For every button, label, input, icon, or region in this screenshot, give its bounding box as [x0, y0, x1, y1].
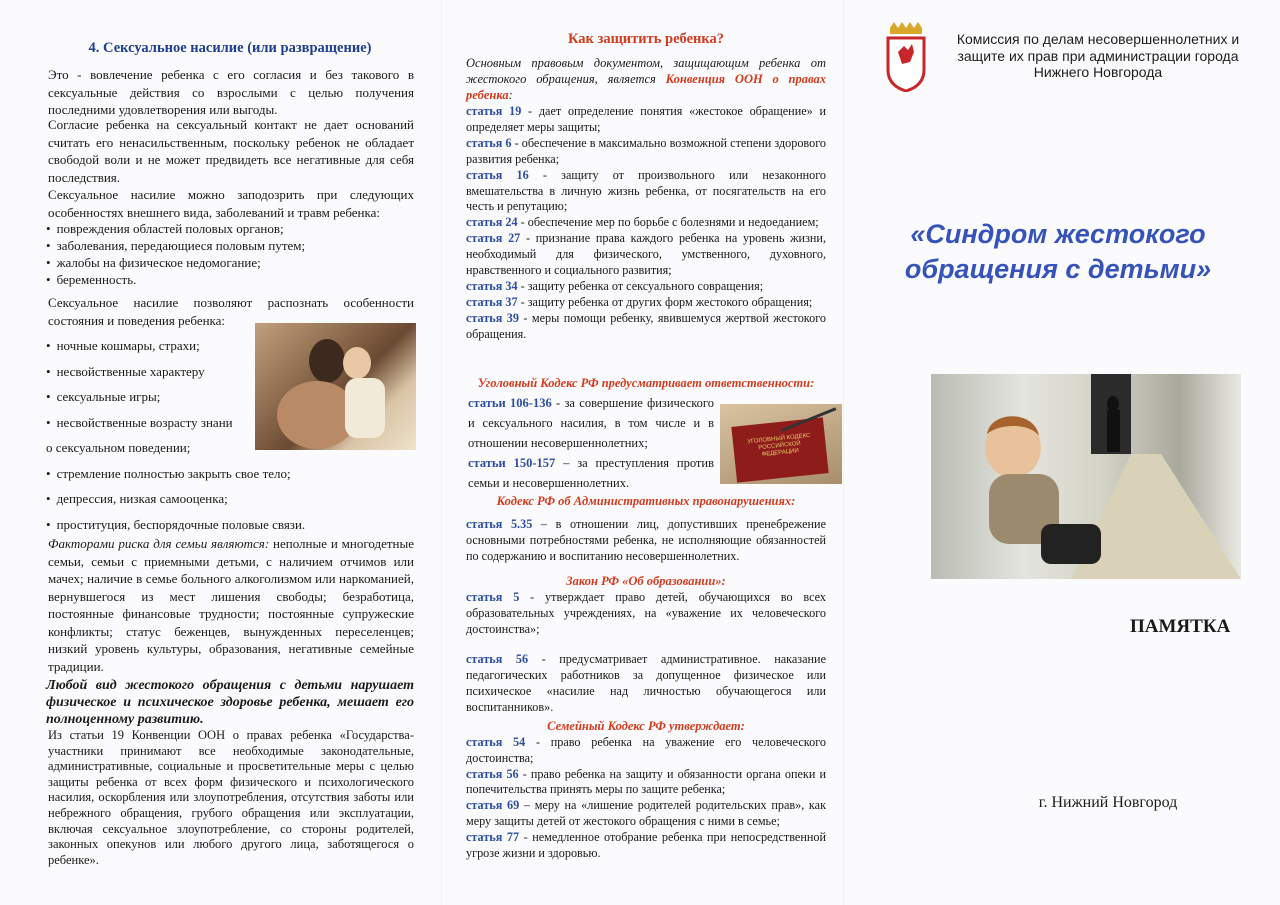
hugging-figures-image	[255, 323, 416, 450]
list-item: • повреждения областей половых органов;	[46, 220, 416, 237]
article-text: - утверждает право детей, обучающихся во всех образовательных учреждениях, на «уважение их человеческого достоинства»;	[466, 590, 826, 636]
coat-of-arms-icon	[884, 22, 928, 92]
middle-panel	[462, 0, 830, 905]
article-text: - за совершение физического и сексуального насилия, в том числе и в отношении несовершеннолетних;	[468, 396, 714, 450]
list-item-continued: о сексуальном поведении;	[46, 440, 191, 455]
article-item	[466, 168, 826, 216]
admin-code-heading: Кодекс РФ об Административных правонарушениях:	[496, 494, 796, 508]
risk-factors-label: Факторами риска для семьи являются:	[48, 536, 270, 551]
article-text: - право ребенка на уважение его человеческого достоинства;	[466, 735, 826, 765]
commission-name: Комиссия по делам несовершеннолетних и защите их прав при администрации города Нижнего Новгорода	[956, 31, 1240, 80]
list-item-continued	[46, 388, 246, 405]
criminal-code-heading: Уголовный Кодекс РФ предусматривает ответственности:	[477, 376, 815, 390]
signs-list	[46, 220, 416, 288]
article-item	[466, 830, 826, 862]
article-item	[466, 516, 826, 564]
list-item: • несвойственные характеру	[46, 363, 246, 380]
article-item	[468, 393, 714, 453]
book-cover	[731, 417, 828, 482]
education-articles	[466, 589, 826, 729]
convention-quote: Из статьи 19 Конвенции ООН о правах ребенка «Государства-участники принимают все необходимые законодательные, административные, социальные и просветительные меры с целью защиты ребенка от всех форм физического и психологического насилия, оскорбления или злоупотребления, отсутствия заботы или небрежного обращения, грубого обращения или эксплуатации, включая сексуальное злоупотребление, со стороны родителей, законных опекунов или любого другого лица, заботящегося о ребенке».	[48, 728, 414, 867]
risk-factors-paragraph	[48, 535, 414, 675]
list-item: • ночные кошмары, страхи;	[46, 337, 246, 354]
criminal-articles	[468, 393, 714, 493]
article-text: – за преступления против семьи и несовершеннолетних.	[468, 456, 714, 490]
law-book-photo	[720, 404, 842, 484]
article-item	[466, 311, 826, 343]
article-number: статья 5.35	[466, 517, 533, 531]
intro-end: :	[508, 88, 513, 102]
article-number: статья 5	[466, 590, 520, 604]
article-text: - предусматривает административное. наказание педагогических работников за допущенное физическое или психическое «насилие над личностью обучающегося или воспитанников».	[466, 652, 826, 714]
article-item	[466, 767, 826, 799]
article-item	[466, 279, 826, 295]
family-articles	[466, 735, 826, 861]
list-item: • несвойственные возрасту знани	[46, 414, 246, 431]
convention-title: Конвенция ООН о правах ребенка	[466, 72, 826, 102]
bold-italic-statement: Любой вид жестокого обращения с детьми нарушает физическое и психическое здоровье ребенка, мешает его полноценному развитию.	[46, 678, 414, 727]
article-item	[466, 651, 826, 715]
article-number: статья 54	[466, 735, 526, 749]
article-number: статья 39	[466, 310, 519, 325]
article-item	[466, 104, 826, 136]
paragraph-suspect: Сексуальное насилие можно заподозрить при следующих особенностях внешнего вида, заболеваний и травм ребенка:	[48, 187, 414, 220]
article-item	[466, 215, 826, 231]
list-item: • депрессия, низкая самооценка;	[46, 490, 246, 507]
article-item	[466, 136, 826, 168]
education-law-heading: Закон РФ «Об образовании»:	[566, 574, 726, 588]
paragraph-definition: Это - вовлечение ребенка с его согласия и без такового в сексуальные действия со взрослыми с целью получения последними удовлетворения или выгоды.	[48, 67, 414, 117]
paragraph-behavior: Сексуальное насилие позволяют распознать особенности состояния и поведения ребенка:	[48, 295, 414, 328]
article-item	[466, 231, 826, 279]
article-item	[468, 453, 714, 493]
left-panel	[40, 0, 420, 905]
list-item: • беременность.	[46, 271, 416, 288]
article-number: статья 6	[466, 135, 512, 150]
book-title: УГОЛОВНЫЙ КОДЕКС РОССИЙСКОЙ ФЕДЕРАЦИИ	[747, 432, 811, 458]
article-number: статья 19	[466, 104, 522, 118]
article-text: - защиту ребенка от сексуального совращения;	[517, 278, 764, 293]
article-text: – меру на «лишение родителей родительских прав», как меру защиты детей от жестокого обращения с ними в семье;	[466, 798, 827, 828]
article-number: статья 24	[466, 215, 518, 230]
child-photo	[255, 323, 416, 450]
fold-line-left	[441, 0, 442, 905]
article-text: - защиту от произвольного или незаконного вмешательства в личную жизнь ребенка, от посягательств на его честь и репутацию;	[466, 167, 827, 214]
article-text: - защиту ребенка от других форм жестокого обращения;	[517, 294, 813, 309]
article-item	[466, 735, 826, 767]
article-text: – в отношении лиц, допустивших пренебрежение основными потребностями ребенка, не исполняющие обязанностей по содержанию и воспитанию несовершеннолетних.	[466, 517, 826, 563]
article-number: статья 69	[466, 798, 520, 813]
list-item-text: сексуальные игры;	[56, 389, 161, 404]
article-text: - дает определение понятия «жестокое обращение» и определяет меры защиты;	[466, 104, 826, 134]
article-number: статья 34	[466, 278, 518, 293]
admin-articles	[466, 516, 826, 564]
list-item: • жалобы на физическое недомогание;	[46, 254, 416, 271]
risk-factors-text: неполные и многодетные семьи, семьи с приемными детьми, с наличием отчимов или мачех; наличие в семье больного алкоголизмом или наркоманией, вернувшегося из мест лишения свободы; безработица, постоянные финансовые трудности; постоянные супружеские конфликты; статус беженцев, вынужденных переселенцев; низкий уровень культуры, образования, негативные семейные традиции.	[48, 536, 414, 674]
article-text: - право ребенка на защиту и обязанности органа опеки и попечительства принять меры по защите ребенка;	[466, 766, 826, 797]
article-number: статья 37	[466, 294, 518, 309]
corridor-scene-image	[931, 374, 1241, 579]
brochure-title: «Синдром жестокого обращения с детьми»	[904, 219, 1212, 284]
section-heading: Как защитить ребенка?	[567, 31, 725, 47]
article-number: статья 56	[466, 766, 519, 781]
convention-articles	[466, 104, 826, 343]
article-text: - признание права каждого ребенка на уровень жизни, необходимый для физического, умственного, духовного, нравственного и социального развития;	[466, 231, 826, 278]
article-number: статья 77	[466, 829, 520, 844]
article-text: - меры помощи ребенку, явившемуся жертвой жестокого обращения.	[466, 310, 826, 341]
article-item	[466, 295, 826, 311]
article-number: статья 27	[466, 231, 521, 246]
behavior-list	[46, 337, 306, 533]
memo-label: ПАМЯТКА	[1130, 616, 1231, 637]
list-item: • проституция, беспорядочные половые связи.	[46, 516, 246, 533]
list-item: • заболевания, передающиеся половым путем;	[46, 237, 416, 254]
article-text: - немедленное отобрание ребенка при непосредственной угрозе жизни и здоровью.	[466, 829, 826, 860]
article-number: статья 16	[466, 167, 529, 182]
intro-paragraph	[466, 55, 826, 103]
right-panel	[858, 0, 1258, 905]
article-item	[466, 589, 826, 637]
article-text: - обеспечение в максимально возможной степени здорового развития ребенка;	[466, 135, 826, 166]
article-number: статьи 106-136	[468, 396, 552, 410]
article-text: - обеспечение мер по борьбе с болезнями и недоеданием;	[517, 215, 819, 230]
section-heading: 4. Сексуальное насилие (или развращение)	[88, 40, 372, 56]
family-code-heading: Семейный Кодекс РФ утверждает:	[547, 719, 745, 733]
paragraph-consent: Согласие ребенка на сексуальный контакт не дает оснований считать его ненасильственным, поскольку ребенок не обладает свободой воли и не может предвидеть все негативные для себя последствия.	[48, 117, 414, 185]
child-in-corridor-photo	[931, 374, 1241, 579]
fold-line-right	[843, 0, 844, 905]
list-item: • стремление полностью закрыть свое тело;	[46, 465, 246, 482]
article-number: статья 56	[466, 652, 529, 666]
article-number: статьи 150-157	[468, 456, 556, 470]
article-item	[466, 798, 826, 830]
intro-text: Основным правовым документом, защищающим ребенка от жестокого обращения, является	[466, 56, 826, 86]
city-label: г. Нижний Новгород	[1038, 794, 1178, 811]
